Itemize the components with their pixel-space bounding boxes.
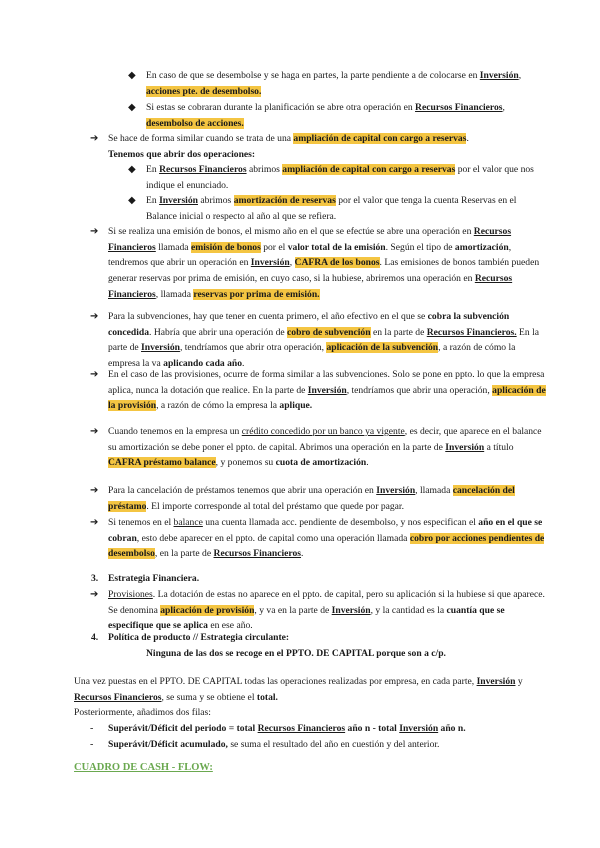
dash-marker: - [90,723,94,734]
paragraph: Cuando tenemos en la empresa un crédito concedido por un banco ya vigente, es decir, que aparece en el balance su amortización se debe poner el ppto. de capital. Abrimos una operación en la parte de Inversión a título CAFRA préstamo balance, y ponemos su cuota de amortización. [108,426,542,469]
diamond-icon: ◆ [128,102,136,113]
paragraph: Si se realiza una emisión de bonos, el mismo año en el que se efectúe se abre una operación en Recursos Financieros llamada emisión de bonos por el valor total de la emisión. Según el tipo de amortización, tendremos que abrir un operación en Inversión, CAFRA de los bonos. Las emisiones de bonos también pueden generar reservas por prima de emisión, en cuyo caso, si la hubiese, abriremos una operación en Recursos Financieros, llamada reservas por prima de emisión. [108,226,540,300]
paragraph: Posteriormente, añadimos dos filas: [74,707,211,718]
bullet-item: En caso de que se desembolse y se haga en partes, la parte pendiente a de colocarse en Inversión, acciones pte. de desembolso. [146,70,522,97]
paragraph: Se hace de forma similar cuando se trata de una ampliación de capital con cargo a reservas. Tenemos que abrir dos operaciones: [108,133,469,160]
list-number: 4. [91,632,99,643]
diamond-icon: ◆ [128,164,136,175]
list-item: Superávit/Déficit del periodo = total Recursos Financieros año n - total Inversión año n. [108,723,466,734]
paragraph: Provisiones. La dotación de estas no aparece en el ppto. de capital, pero su aplicación si la hubiese si que aparece. Se denomina aplicación de provisión, y va en la parte de Inversión, y la cantidad es la cuantía que se especifique que se aplica en ese año. [108,589,545,632]
diamond-icon: ◆ [128,195,136,206]
list-item: Superávit/Déficit acumulado, se suma el resultado del año en cuestión y del anterior. [108,739,440,750]
dash-marker: - [90,739,94,750]
arrow-icon: ➔ [90,485,99,496]
note-line: Ninguna de las dos se recoge en el PPTO. DE CAPITAL porque son a c/p. [146,648,446,659]
bullet-item: Si estas se cobraran durante la planificación se abre otra operación en Recursos Financieros, desembolso de acciones. [146,102,505,129]
bullet-item: En Recursos Financieros abrimos ampliación de capital con cargo a reservas por el valor que nos indique el enunciado. [146,164,534,191]
list-number: 3. [91,573,99,584]
paragraph: Si tenemos en el balance una cuenta llamada acc. pendiente de desembolso, y nos especifican el año en el que se cobran, esto debe aparecer en el ppto. de capital como una operación llamada cobro por acciones pendientes de desembolso, en la parte de Recursos Financieros. [108,517,545,560]
arrow-icon: ➔ [90,426,99,437]
paragraph: Para la subvenciones, hay que tener en cuenta primero, el año efectivo en el que se cobra la subvención concedida. Habría que abrir una operación de cobro de subvención en la parte de Recursos Financieros. En la parte de Inversión, tendríamos que abrir otra operación, aplicación de la subvención, a razón de cómo la empresa la va aplicando cada año. [108,311,540,370]
paragraph: En el caso de las provisiones, ocurre de forma similar a las subvenciones. Solo se pone en ppto. lo que la empresa aplica, nunca la dotación que realice. En la parte de Inversión, tendríamos que abrir una operación, aplicación de la provisión, a razón de cómo la empresa la aplique. [108,369,546,412]
arrow-icon: ➔ [90,133,99,144]
bullet-item: En Inversión abrimos amortización de reservas por el valor que tenga la cuenta Reservas en el Balance inicial o respecto al año al que se refiera. [146,195,517,222]
arrow-icon: ➔ [90,226,99,237]
section-heading: Política de producto // Estrategia circulante: [108,632,290,643]
paragraph: Una vez puestas en el PPTO. DE CAPITAL todas las operaciones realizadas por empresa, en cada parte, Inversión y Recursos Financieros, se suma y se obtiene el total. [74,676,523,703]
arrow-icon: ➔ [90,589,99,600]
arrow-icon: ➔ [90,311,99,322]
arrow-icon: ➔ [90,517,99,528]
arrow-icon: ➔ [90,369,99,380]
paragraph: Para la cancelación de préstamos tenemos que abrir una operación en Inversión, llamada cancelación del préstamo. El importe corresponde al total del préstamo que quede por pagar. [108,485,515,512]
cash-flow-heading: CUADRO DE CASH - FLOW: [74,762,213,773]
diamond-icon: ◆ [128,70,136,81]
section-heading: Estrategia Financiera. [108,573,200,584]
